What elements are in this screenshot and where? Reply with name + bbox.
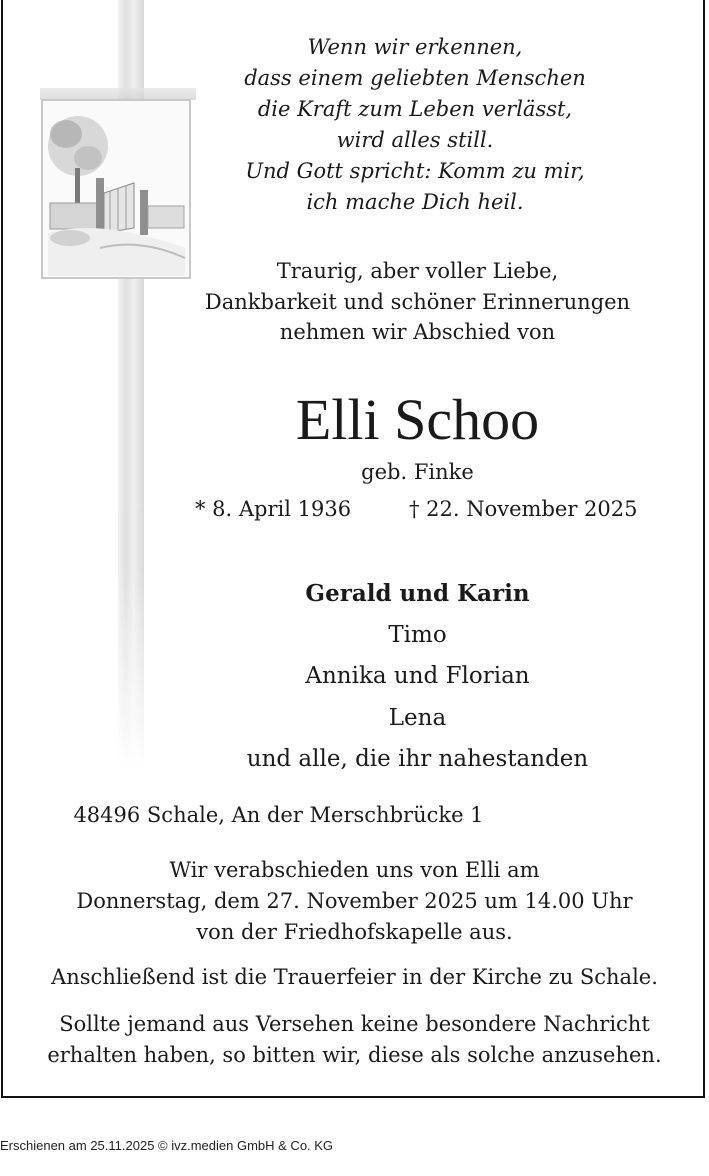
mourners-list [195,573,640,781]
notice-line: Sollte jemand aus Versehen keine besondere Nachricht [59,1012,650,1036]
poem-line: ich mache Dich heil. [306,190,524,214]
notice-line: erhalten haben, so bitten wir, diese als solche anzusehen. [47,1043,662,1067]
intro-line: Traurig, aber voller Liebe, [276,259,559,283]
poem [210,32,620,218]
poem-line: dass einem geliebten Menschen [244,66,586,90]
mourner-line: Gerald und Karin [305,580,530,607]
poem-line: Wenn wir erkennen, [307,35,523,59]
address-text: 48496 Schale, An der Merschbrücke 1 [73,803,484,827]
ceremony-info [0,855,709,948]
notice-info [0,1009,709,1071]
ceremony-line: Wir verabschieden uns von Elli am [169,858,540,882]
mourner-line: Timo [388,621,447,648]
poem-line: Und Gott spricht: Komm zu mir, [245,159,585,183]
mourner-line: Lena [388,704,447,731]
maiden-name: geb. Finke [361,460,474,484]
birth-date: * 8. April 1936 [195,497,352,521]
intro-line: nehmen wir Abschied von [279,320,556,344]
deceased-name: Elli Schoo [295,387,540,452]
poem-line: die Kraft zum Leben verlässt, [257,97,573,121]
death-date: † 22. November 2025 [409,497,638,521]
poem-line: wird alles still. [336,128,494,152]
mourner-line: Annika und Florian [305,663,530,689]
address [0,800,709,830]
ceremony-line: von der Friedhofskapelle aus. [196,920,513,944]
garden-gate-illustration [40,98,192,280]
publication-footer: Erschienen am 25.11.2025 © ivz.medien GmbH & Co. KG [0,1138,334,1153]
service-info: Anschließend ist die Trauerfeier in der Kirche zu Schale. [51,965,658,989]
ceremony-line: Donnerstag, dem 27. November 2025 um 14.00 Uhr [76,889,633,913]
mourner-line: und alle, die ihr nahestanden [246,746,589,772]
intro-line: Dankbarkeit und schöner Erinnerungen [204,289,631,314]
intro-text [195,256,640,348]
